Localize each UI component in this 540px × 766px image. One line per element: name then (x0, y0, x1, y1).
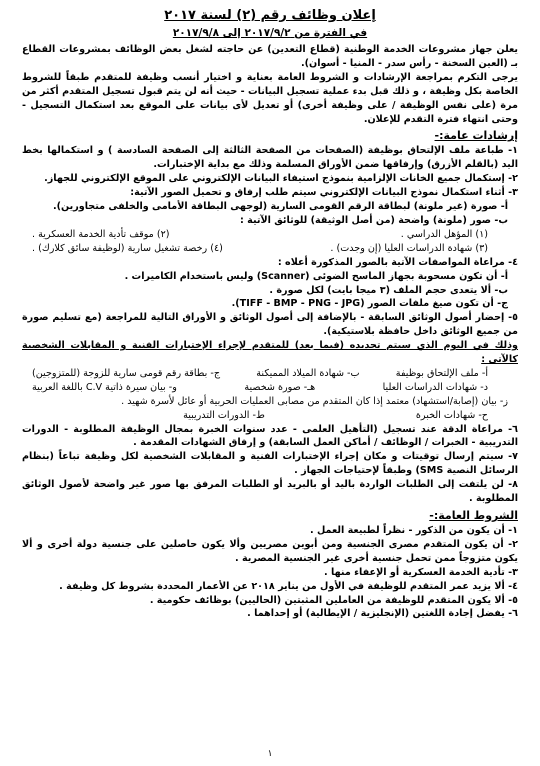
doc-item: و- بيان سيرة ذاتية C.V باللغة العربية (32, 381, 177, 393)
guidance-note: وذلك في اليوم الذي سيتم تحديده (فيما بعد) للمتقدم لإجراء الإختبارات الفنية و المقابلات الشخصية كالآتى : (22, 340, 518, 366)
doc-item: ب- شهادة الميلاد المميكنة (256, 367, 360, 379)
guidance-item: ٧- سيتم إرسال توقيتات و مكان إجراء الإختبارات الفنية و المقابلات الشخصية لكل وظيفة تباعاً (بنظام الرسائل النصية SMS) وطبقاً لإحتياجات الجهاز . (22, 451, 518, 477)
doc-item: د- شهادات الدراسات العليا (382, 381, 488, 393)
condition-item: ٦- يفضل إجادة اللغتين (الإنجليزية / الإيطالية) أو إحداهما . (247, 608, 518, 620)
doc-item: هـ- صورة شخصية (244, 381, 316, 393)
docs-row (22, 242, 518, 256)
guidance-heading: إرشادات عامة:- (434, 129, 518, 143)
condition-item: ١- أن يكون من الذكور - نظراً لطبيعة العمل . (309, 525, 518, 536)
guidance-subitem: أ- أن تكون مسحوبة بجهاز الماسح الضوئى (Scanner) وليس باستخدام الكاميرات . (124, 270, 508, 282)
guidance-item: ٤- مراعاة المواصفات الآتية بالصور المذكورة أعلاه : (277, 256, 518, 268)
doc-item: ط- الدورات التدريبية (183, 409, 265, 421)
guidance-subitem: ب- صور (ملونة) واضحة (من أصل الوثيقة) للوثائق الآتية : (239, 214, 508, 226)
condition-item: ٣- تأدية الخدمة العسكرية أو الإعفاء منها . (324, 566, 518, 578)
guidance-item: ٣- أثناء استكمال نموذج البيانات الإلكتروني سيتم طلب إرفاق و تحميل الصور الآتية: (130, 187, 518, 199)
condition-item: ٥- ألا يكون المتقدم للوظيفة من العاملين المثبتين (الحاليين) بوظائف حكومية . (149, 594, 518, 606)
docs-row (22, 367, 518, 381)
condition-item: ٢- أن يكون المتقدم مصرى الجنسية ومن أبوين مصريين وألا يكون حاصلين على جنسية دولة أخرى و ألا يكون متزوجاً ممن تحمل جنسية أخرى غير الجنسية المصرية . (22, 538, 518, 564)
doc-item: ز- بيان (إصابة/استشهاد) معتمد إذا كان المتقدم من مصابى العمليات الحربية أو عائل لأسرة شهيد . (121, 395, 508, 407)
docs-row (22, 228, 518, 242)
intro-paragraph: يرجى التكرم بمراجعة الإرشادات و الشروط العامة بعناية و اختيار أنسب وظيفة للمتقدم طبقاً للشروط الخاصة بكل وظيفة ، و ذلك قبل بدء عملية تسجيل البيانات - حيث أنه لن يتم قبول تسجيل المتقدم أكثر من مرة (على نفس الوظيفة / على وظيفة أخرى) أو تعديل لأى بيانات على الموقع بعد استكمال التسجيل - وحتى انتهاء فترة التقدم للإعلان. (22, 71, 518, 125)
condition-item: ٤- ألا يزيد عمر المتقدم للوظيفة في الأول من يناير ٢٠١٨ عن الأعمار المحددة بشروط كل وظيفة . (59, 580, 518, 592)
doc-item: ح- شهادات الخبرة (415, 409, 488, 421)
guidance-item: ١- طباعة ملف الإلتحاق بوظيفة (الصفحات من الصفحة الثالثة إلى الصفحة السادسة ) و استكمالها بخط اليد (بالقلم الأزرق) وإرفاقها ضمن الأوراق المسلمة وذلك مع بداية الإختبارات. (22, 145, 518, 171)
doc-item: (٣) شهادة الدراسات العليا (إن وجدت) . (330, 242, 488, 254)
announcement-period: في الفترة من ٢٠١٧/٩/٢ إلى ٢٠١٧/٩/٨ (172, 27, 368, 39)
guidance-item: ٢- إستكمال جميع الخانات الإلزامية بنموذج استيفاء البيانات الإلكتروني على الموقع الإلكتروني للجهاز. (44, 173, 518, 185)
guidance-item: ٦- مراعاة الدقة عند تسجيل (التأهيل العلمى - عدد سنوات الخبرة بمجال الوظيفة المطلوبة - الدورات التدريبية - الخبرات / الوظائف / أماكن العمل السابقة) و إرفاق الشهادات المقدمة . (22, 423, 518, 449)
doc-item: (١) المؤهل الدراسي . (400, 228, 488, 240)
guidance-subitem: ج- أن تكون صيغ ملفات الصور (TIFF - BMP - PNG - JPG). (231, 298, 508, 310)
doc-item: (٤) رخصة تشغيل سارية (لوظيفة سائق كلارك) . (32, 242, 223, 254)
doc-item: ج- بطاقة رقم قومى سارية للزوجة (للمتزوجين) (32, 367, 221, 379)
doc-item: (٢) موقف تأدية الخدمة العسكرية . (32, 228, 170, 240)
docs-row (22, 381, 518, 395)
guidance-subitem: ب- ألا يتعدى حجم الملف (٣ ميجا بايت) لكل صورة . (269, 284, 508, 296)
doc-item: أ- ملف الإلتحاق بوظيفة (395, 367, 488, 379)
conditions-heading: الشروط العامة:- (429, 509, 518, 522)
guidance-subitem: أ- صورة (غير ملونة) لبطاقة الرقم القومى السارية (لوجهى البطاقة الأمامى والخلفى متجاورين). (52, 201, 508, 213)
page-number: ١ (267, 749, 273, 760)
docs-row (22, 409, 518, 423)
guidance-item: ٨- لن يلتفت إلى الطلبات الواردة باليد أو بالبريد أو الطلبات المرفق بها صور غير واضحة لأصول الوثائق المطلوبة . (22, 479, 518, 505)
intro-paragraph: يعلن جهاز مشروعات الخدمة الوطنية (قطاع التعدين) عن حاجته لشغل بعض الوظائف بمشروعات القطاع بـ (العين السخنة - رأس سدر - المنيا - أسوان). (22, 44, 518, 69)
guidance-item: ٥- إحضار أصول الوثائق السابقة - بالإضافة إلى أصول الوثائق و الأوراق التالية للمراجعة (مع تسليم صورة من جميع الوثائق داخل حافظة بلاستيكية). (22, 312, 518, 338)
announcement-title: إعلان وظائف رقم (٢) لسنة ٢٠١٧ (164, 8, 376, 23)
